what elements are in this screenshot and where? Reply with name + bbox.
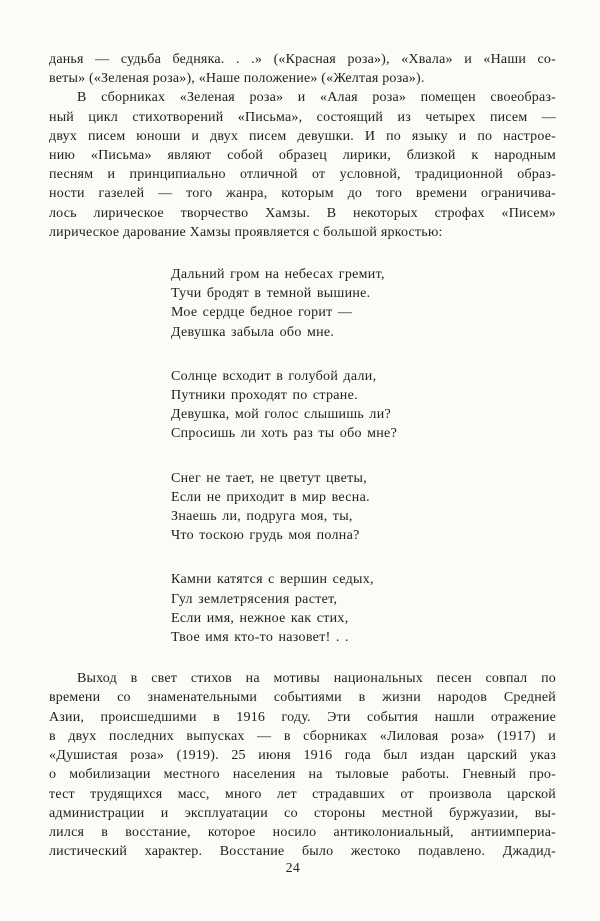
verse-line: Камни катятся с вершин седых,: [171, 572, 374, 588]
text-line: листический характер. Восстание было жестоко подавлено. Джадид-: [49, 844, 556, 860]
verse-line: Солнце всходит в голубой дали,: [171, 368, 377, 384]
verse-stanza: [49, 265, 556, 342]
paragraph: [49, 50, 556, 88]
text-line: в двух последних выпусках — в сборниках «Лиловая роза» (1917) и: [49, 728, 556, 744]
verse-line: Если не приходит в мир весна.: [171, 489, 370, 505]
text-line: о мобилизации местного населения на тыловые работы. Гневный про-: [49, 767, 556, 783]
text-line: «Душистая роза» (1919). 25 июня 1916 года был издан царский указ: [49, 748, 556, 764]
verse-line: Путники проходят по стране.: [171, 388, 358, 404]
verse-line: Тучи бродят в темной вышине.: [171, 286, 371, 302]
text-line: времени со знаменательными событиями в жизни народов Средней: [49, 690, 556, 706]
text-line: нию «Письма» являют собой образец лирики, близкой к народным: [49, 148, 556, 164]
verse-line: Что тоскою грудь моя полна?: [171, 528, 360, 544]
verse-line: Если имя, нежное как стих,: [171, 610, 349, 626]
text-line: лось лирическое творчество Хамзы. В некоторых строфах «Писем»: [49, 205, 556, 221]
text-line: Выход в свет стихов на мотивы национальных песен совпал по: [77, 671, 556, 687]
text-line: ный цикл стихотворений «Письма», состоящий из четырех писем —: [49, 109, 556, 125]
verse-line: Снег не тает, не цветут цветы,: [171, 470, 368, 486]
verse-stanza: [49, 469, 556, 546]
verse-stanza: [49, 367, 556, 444]
paragraph: [49, 669, 556, 861]
text-line: данья — судьба бедняка. . .» («Красная роза»), «Хвала» и «Наши со-: [49, 52, 556, 67]
verse-line: Девушка, мой голос слышишь ли?: [171, 407, 391, 423]
verse-line: Твое имя кто-то назовет! . .: [171, 630, 349, 646]
verse-line: Мое сердце бедное горит —: [171, 305, 353, 321]
text-line: администрации и эксплуатации со стороны местной буржуазии, вы-: [49, 805, 556, 821]
verse-line: Знаешь ли, подруга моя, ты,: [171, 509, 353, 525]
text-line: лился в восстание, которое носило антиколониальный, антиимпериа-: [49, 824, 556, 840]
text-line: песням и принципиально отличной от условной, традиционной образ-: [49, 167, 556, 183]
verse-line: Спросишь ли хоть раз ты обо мне?: [171, 426, 398, 442]
verse-line: Девушка забыла обо мне.: [171, 324, 335, 340]
text-line: ности газелей — того жанра, которым до того времени ограничива-: [49, 186, 556, 202]
paragraph: [49, 88, 556, 242]
text-line: В сборниках «Зеленая роза» и «Алая роза» помещен своеобраз-: [77, 90, 556, 106]
page-number: 24: [285, 860, 301, 875]
text-line: двух писем юноши и двух писем девушки. И по языку и по настрое-: [49, 128, 556, 144]
text-line: тест трудящихся масс, много лет страдавших от произвола царской: [49, 786, 556, 802]
verse-stanza: [49, 570, 556, 647]
text-line: лирическое дарование Хамзы проявляется с большой яркостью:: [49, 224, 443, 240]
page-content: [49, 50, 556, 861]
text-line: веты» («Зеленая роза»), «Наше положение» («Желтая роза»).: [49, 71, 425, 87]
verse-line: Дальний гром на небесах гремит,: [171, 267, 385, 283]
text-line: Азии, происшедшими в 1916 году. Эти события нашли отражение: [49, 709, 556, 725]
verse-line: Гул землетрясения растет,: [171, 591, 338, 607]
